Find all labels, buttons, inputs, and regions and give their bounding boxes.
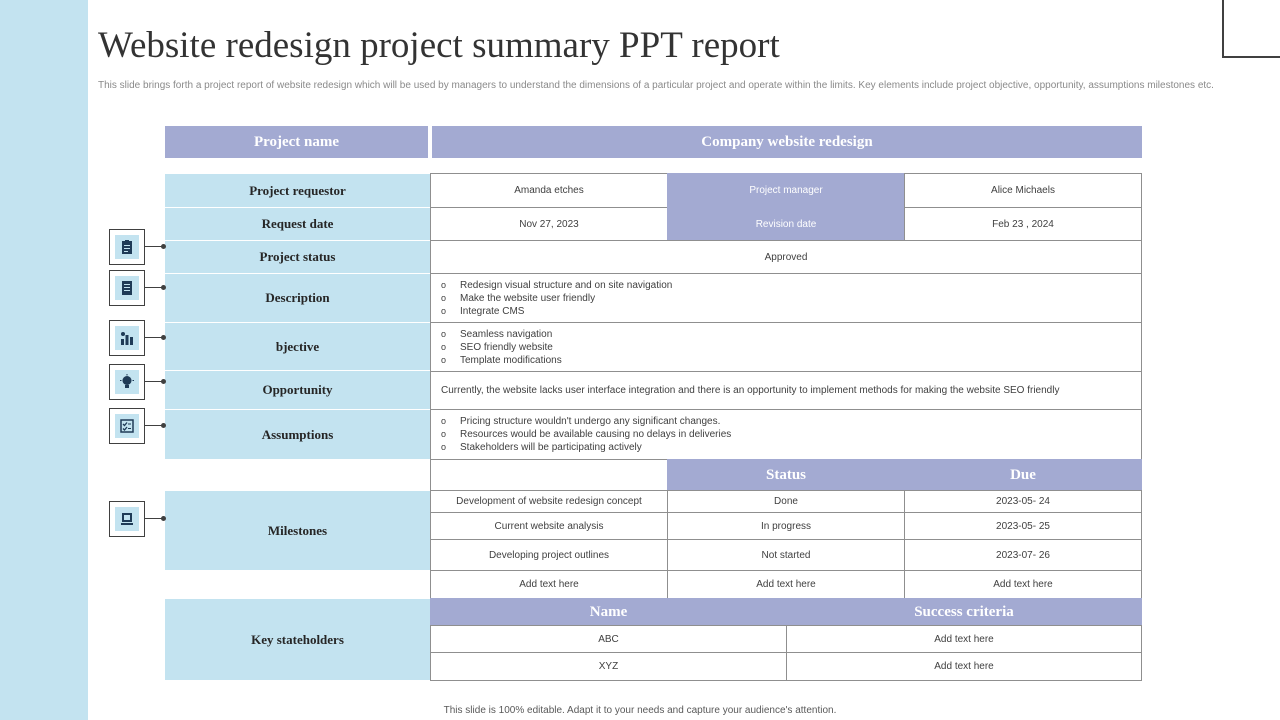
corner-decoration bbox=[1222, 0, 1280, 58]
connector-dot bbox=[161, 335, 166, 340]
connector-dot bbox=[161, 423, 166, 428]
assumptions-label: Assumptions bbox=[165, 410, 430, 459]
list-item: o Pricing structure wouldn't undergo any significant changes. bbox=[441, 415, 731, 428]
stakeholders-criteria-header: Success criteria bbox=[786, 598, 1142, 626]
list-item: o Integrate CMS bbox=[441, 305, 672, 318]
revision-date-value: Feb 23 , 2024 bbox=[904, 207, 1142, 241]
milestone-due: 2023-05- 25 bbox=[904, 512, 1142, 540]
page-subtitle: This slide brings forth a project report of website redesign which will be used by managers to understand the dimensions of a particular project and operate within the limits. Key elements include project objective, opportunity, assumptions milestones etc. bbox=[98, 80, 1214, 91]
clipboard-icon bbox=[109, 229, 145, 265]
stakeholder-criteria: Add text here bbox=[786, 652, 1142, 681]
project-manager-label: Project manager bbox=[667, 173, 905, 208]
milestones-status-header: Status bbox=[667, 459, 905, 491]
milestone-due: Add text here bbox=[904, 570, 1142, 599]
chart-icon bbox=[109, 320, 145, 356]
opportunity-value: Currently, the website lacks user interface integration and there is an opportunity to implement methods for making the website SEO friendly bbox=[430, 371, 1142, 410]
list-item: o Stakeholders will be participating actively bbox=[441, 441, 731, 454]
milestones-label: Milestones bbox=[165, 491, 430, 570]
revision-date-label: Revision date bbox=[667, 207, 905, 241]
milestones-due-header: Due bbox=[904, 459, 1142, 491]
requestor-label: Project requestor bbox=[165, 174, 430, 207]
project-name-value: Company website redesign bbox=[432, 126, 1142, 158]
description-list bbox=[430, 273, 1142, 323]
project-name-label: Project name bbox=[165, 126, 428, 158]
milestone-status: Done bbox=[667, 490, 905, 513]
project-status-label: Project status bbox=[165, 241, 430, 273]
stakeholder-criteria: Add text here bbox=[786, 625, 1142, 653]
monitor-icon bbox=[109, 501, 145, 537]
document-list-icon bbox=[109, 270, 145, 306]
milestone-name: Current website analysis bbox=[430, 512, 668, 540]
stakeholders-name-header: Name bbox=[430, 598, 787, 626]
lightbulb-icon bbox=[109, 364, 145, 400]
connector-dot bbox=[161, 285, 166, 290]
milestone-name: Development of website redesign concept bbox=[430, 490, 668, 513]
stakeholder-name: XYZ bbox=[430, 652, 787, 681]
list-item: o Resources would be available causing no delays in deliveries bbox=[441, 428, 731, 441]
milestone-name: Add text here bbox=[430, 570, 668, 599]
requestor-value: Amanda etches bbox=[430, 173, 668, 208]
objective-list bbox=[430, 322, 1142, 372]
milestone-due: 2023-07- 26 bbox=[904, 539, 1142, 571]
stakeholder-name: ABC bbox=[430, 625, 787, 653]
objective-label: bjective bbox=[165, 323, 430, 370]
milestone-status: Not started bbox=[667, 539, 905, 571]
list-item: o Template modifications bbox=[441, 354, 562, 367]
list-item: o Make the website user friendly bbox=[441, 292, 672, 305]
connector-dot bbox=[161, 516, 166, 521]
milestone-status: Add text here bbox=[667, 570, 905, 599]
checklist-icon bbox=[109, 408, 145, 444]
assumptions-list bbox=[430, 409, 1142, 460]
description-label: Description bbox=[165, 274, 430, 322]
connector-dot bbox=[161, 244, 166, 249]
milestone-name: Developing project outlines bbox=[430, 539, 668, 571]
opportunity-label: Opportunity bbox=[165, 371, 430, 409]
project-manager-value: Alice Michaels bbox=[904, 173, 1142, 208]
footer-note: This slide is 100% editable. Adapt it to your needs and capture your audience's attention. bbox=[443, 705, 837, 716]
request-date-label: Request date bbox=[165, 208, 430, 240]
connector-dot bbox=[161, 379, 166, 384]
stakeholders-label: Key stateholders bbox=[165, 599, 430, 680]
page-title: Website redesign project summary PPT report bbox=[98, 25, 780, 66]
milestone-due: 2023-05- 24 bbox=[904, 490, 1142, 513]
list-item: o SEO friendly website bbox=[441, 341, 562, 354]
list-item: o Seamless navigation bbox=[441, 328, 562, 341]
request-date-value: Nov 27, 2023 bbox=[430, 207, 668, 241]
project-status-value: Approved bbox=[430, 240, 1142, 274]
milestones-header-blank bbox=[430, 459, 668, 491]
list-item: o Redesign visual structure and on site navigation bbox=[441, 279, 672, 292]
left-accent-bar bbox=[0, 0, 88, 720]
milestone-status: In progress bbox=[667, 512, 905, 540]
